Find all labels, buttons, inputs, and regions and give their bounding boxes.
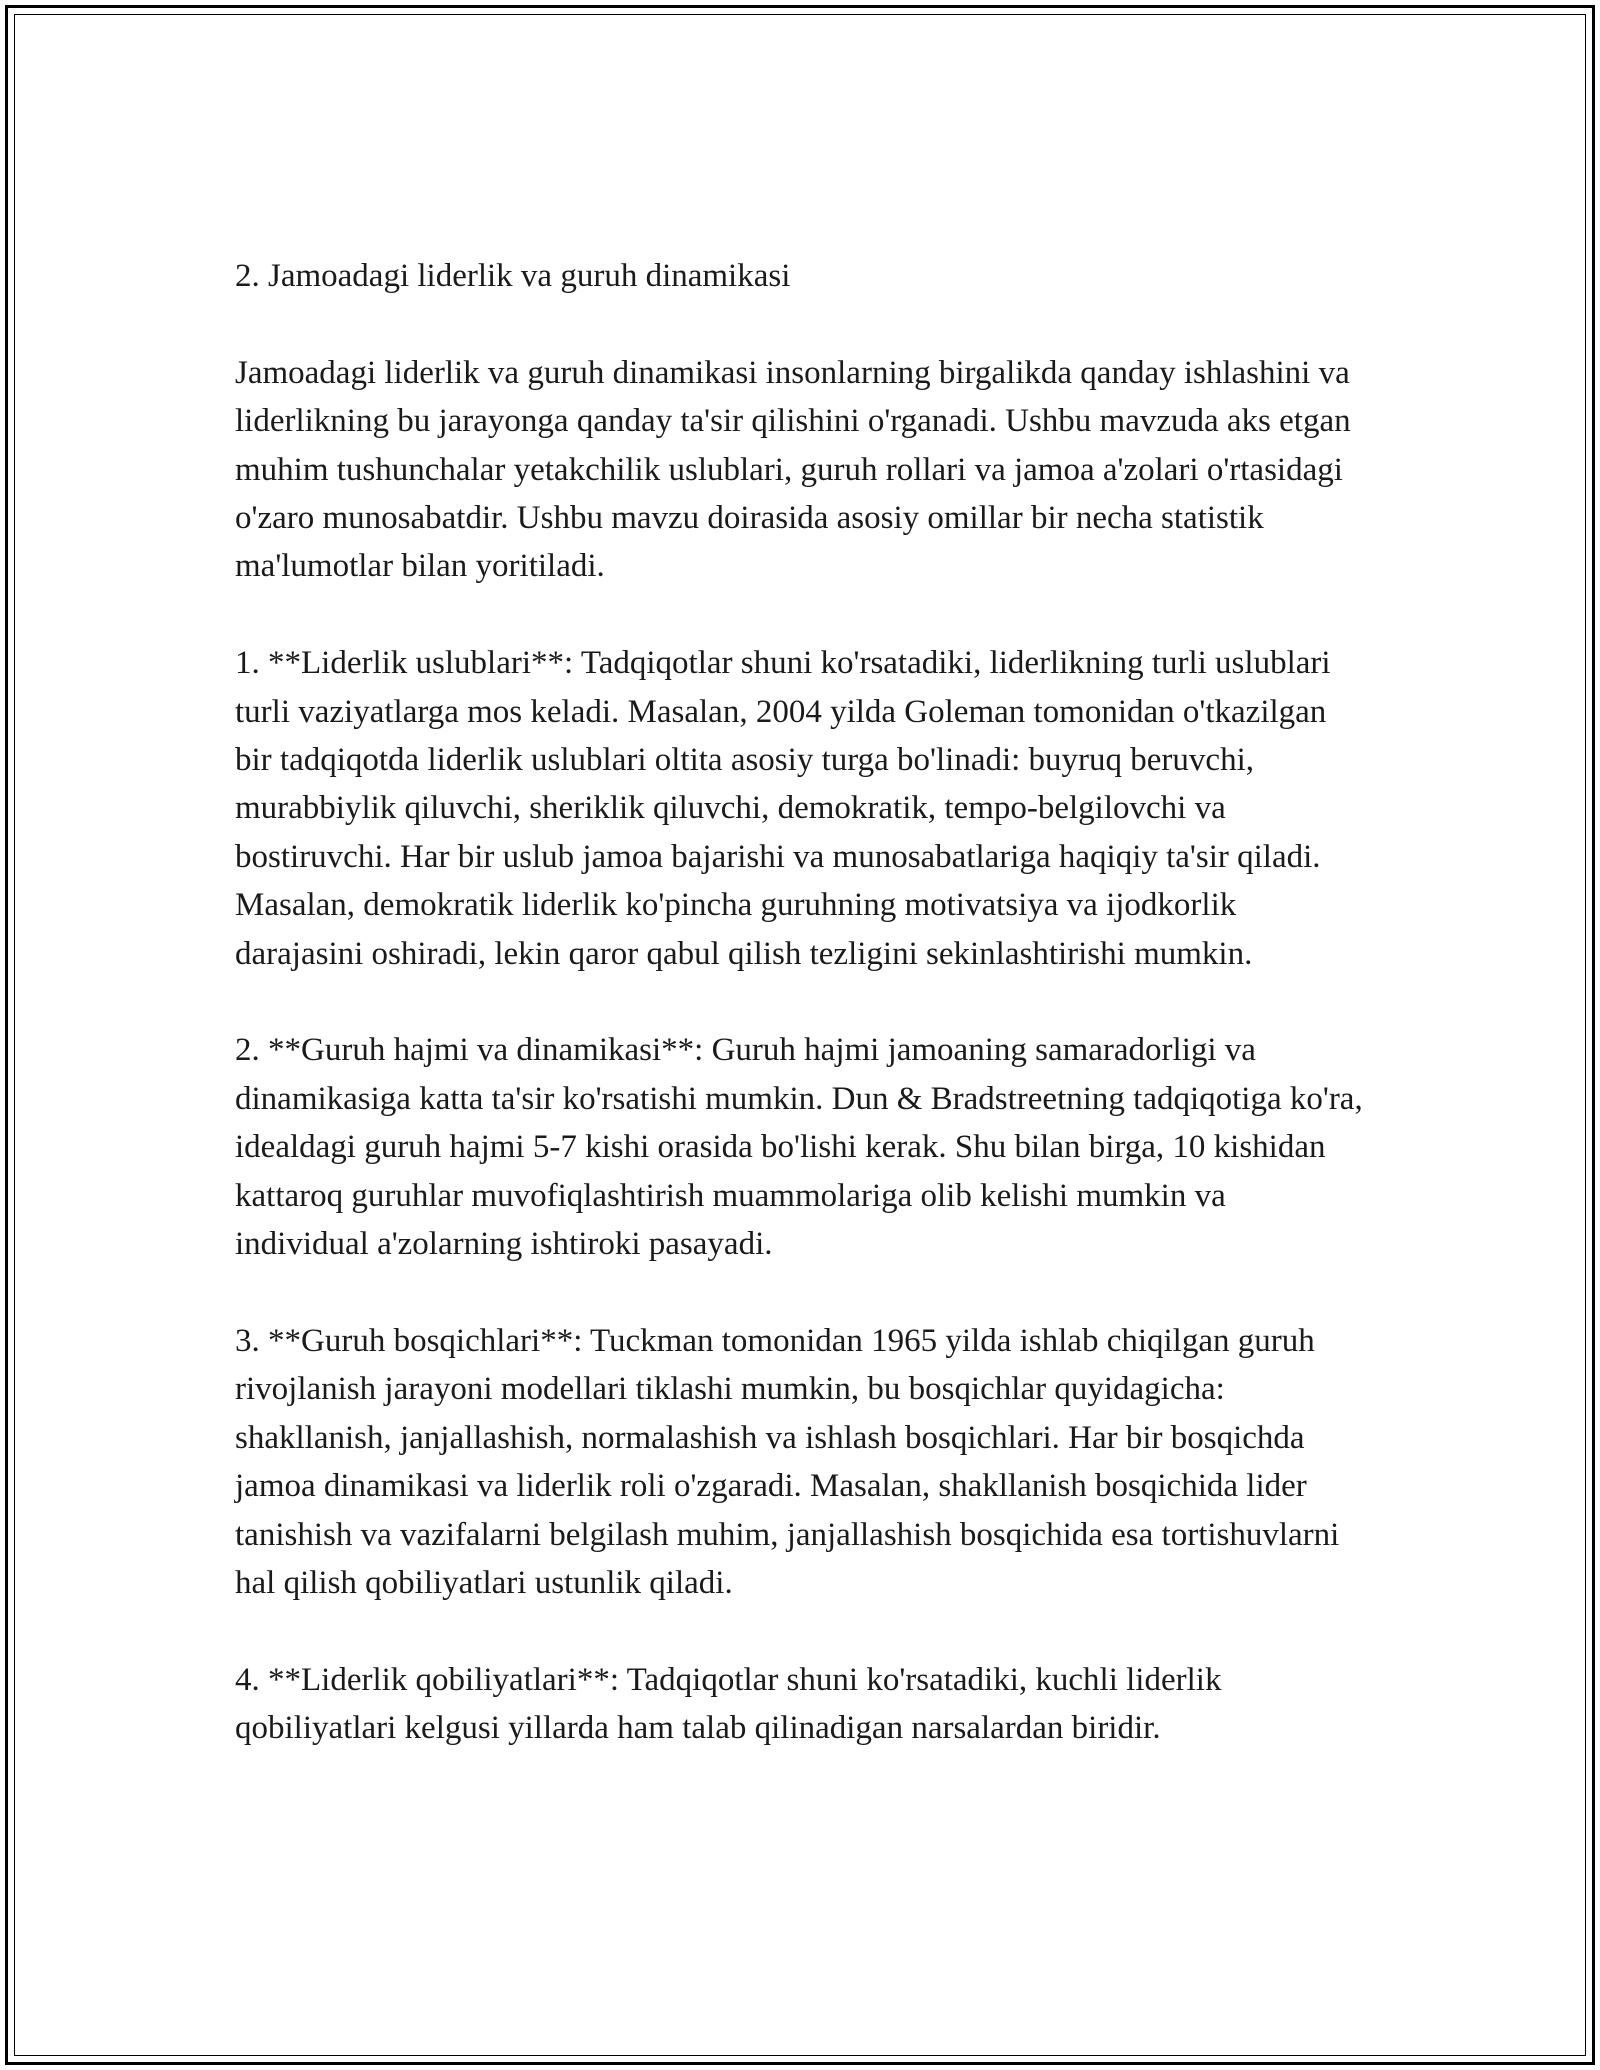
paragraph-group-size: 2. **Guruh hajmi va dinamikasi**: Guruh hajmi jamoaning samaradorligi va dinamikasiga katta ta'sir ko'rsatishi mumkin. Dun & Bradstreetning tadqiqotiga ko'ra, idealdagi guruh hajmi 5-7 kishi orasida bo'lishi kerak. Shu bilan birga, 10 kishidan kattaroq guruhlar muvofiqlashtirish muammolariga olib kelishi mumkin va individual a'zolarning ishtiroki pasayadi. xyxy=(235,1032,1363,1263)
paragraph-leadership-styles: 1. **Liderlik uslublari**: Tadqiqotlar shuni ko'rsatadiki, liderlikning turli uslublari turli vaziyatlarga mos keladi. Masalan, 2004 yilda Goleman tomonidan o'tkazilgan bir tadqiqotda liderlik uslublari oltita asosiy turga bo'linadi: buyruq beruvchi, murabbiylik qiluvchi, sheriklik qiluvchi, demokratik, tempo-belgilovchi va bostiruvchi. Har bir uslub jamoa bajarishi va munosabatlariga haqiqiy ta'sir qiladi. Masalan, demokratik liderlik ko'pincha guruhning motivatsiya va ijodkorlik darajasini oshiradi, lekin qaror qabul qilish tezligini sekinlashtirishi mumkin. xyxy=(235,645,1331,972)
document-body xyxy=(235,252,1365,1801)
paragraph-leadership-skills: 4. **Liderlik qobiliyatlari**: Tadqiqotlar shuni ko'rsatadiki, kuchli liderlik qobiliyatlari kelgusi yillarda ham talab qilinadigan narsalardan biridir. xyxy=(235,1661,1222,1747)
section-title: 2. Jamoadagi liderlik va guruh dinamikasi xyxy=(235,258,791,294)
paragraph-group-stages: 3. **Guruh bosqichlari**: Tuckman tomonidan 1965 yilda ishlab chiqilgan guruh rivojlanish jarayoni modellari tiklashi mumkin, bu bosqichlar quyidagicha: shakllanish, janjallashish, normalashish va ishlash bosqichlari. Har bir bosqichda jamoa dinamikasi va liderlik roli o'zgaradi. Masalan, shakllanish bosqichida lider tanishish va vazifalarni belgilash muhim, janjallashish bosqichida esa tortishuvlarni hal qilish qobiliyatlari ustunlik qiladi. xyxy=(235,1322,1340,1601)
paragraph-intro: Jamoadagi liderlik va guruh dinamikasi insonlarning birgalikda qanday ishlashini va liderlikning bu jarayonga qanday ta'sir qilishini o'rganadi. Ushbu mavzuda aks etgan muhim tushunchalar yetakchilik uslublari, guruh rollari va jamoa a'zolari o'rtasidagi o'zaro munosabatdir. Ushbu mavzu doirasida asosiy omillar bir necha statistik ma'lumotlar bilan yoritiladi. xyxy=(235,354,1351,585)
